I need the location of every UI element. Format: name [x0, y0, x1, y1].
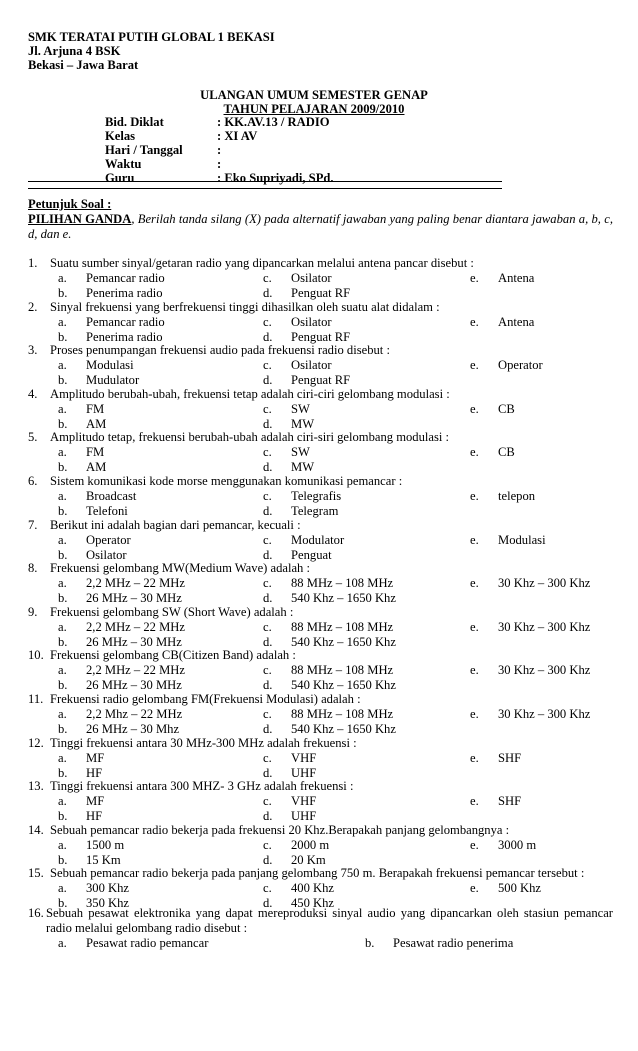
option-text: 540 Khz – 1650 Khz	[291, 722, 396, 736]
option-letter: c.	[263, 881, 272, 895]
option-text: Telegram	[291, 504, 339, 518]
option-letter: d.	[263, 809, 273, 823]
school-address-2: Bekasi – Jawa Barat	[28, 58, 139, 72]
option-letter: b.	[58, 330, 68, 344]
option-letter: c.	[263, 707, 272, 721]
option-text: 540 Khz – 1650 Khz	[291, 591, 396, 605]
option-text: MW	[291, 460, 315, 474]
option-b[interactable]	[58, 591, 182, 606]
option-c[interactable]	[263, 663, 393, 678]
question-number: 11.	[28, 692, 44, 706]
option-letter: c.	[263, 533, 272, 547]
instructions-heading: Petunjuk Soal :	[28, 197, 112, 211]
option-letter: b.	[58, 373, 68, 387]
option-letter: c.	[263, 315, 272, 329]
info-label: Waktu	[105, 157, 142, 171]
question-number: 1.	[28, 256, 38, 270]
option-letter: a.	[58, 489, 67, 503]
option-text: Modulasi	[498, 533, 546, 547]
question-number: 2.	[28, 300, 38, 314]
option-b[interactable]	[58, 678, 182, 693]
question-stem: Amplitudo berubah-ubah, frekuensi tetap adalah ciri-ciri gelombang modulasi :	[50, 387, 450, 401]
option-text: Pemancar radio	[86, 271, 165, 285]
option-letter: b.	[58, 853, 68, 867]
option-text: Mudulator	[86, 373, 140, 387]
option-text: 2,2 Mhz – 22 MHz	[86, 707, 183, 721]
question-text	[28, 779, 613, 794]
option-letter: a.	[58, 271, 67, 285]
question-number: 12.	[28, 736, 44, 750]
option-letter: e.	[470, 881, 479, 895]
question-number: 16.	[28, 906, 44, 920]
option-letter: a.	[58, 445, 67, 459]
option-letter: e.	[470, 663, 479, 677]
option-text: 30 Khz – 300 Khz	[498, 707, 591, 721]
option-letter: e.	[470, 533, 479, 547]
option-text: Modulator	[291, 533, 345, 547]
option-d[interactable]	[263, 460, 314, 475]
option-e[interactable]	[470, 358, 543, 373]
option-text: 26 MHz – 30 MHz	[86, 591, 182, 605]
info-value: : XI AV	[217, 129, 258, 143]
option-text: Pesawat radio pemancar	[86, 936, 209, 950]
question-stem: Sistem komunikasi kode morse menggunakan komunikasi pemancar :	[50, 474, 403, 488]
option-e[interactable]	[470, 271, 534, 286]
option-text: MW	[291, 417, 315, 431]
question-stem: Sebuah pemancar radio bekerja pada panjang gelombang 750 m. Berapakah frekuensi pemancar tersebut :	[50, 866, 585, 880]
option-letter: d.	[263, 504, 273, 518]
option-text: Pemancar radio	[86, 315, 165, 329]
double-rule-divider	[28, 181, 502, 189]
option-a[interactable]	[58, 751, 104, 766]
option-b[interactable]	[58, 504, 128, 519]
option-text: Osilator	[291, 358, 332, 372]
question-number: 5.	[28, 430, 38, 444]
question-stem: Proses penumpangan frekuensi audio pada frekuensi radio disebut :	[50, 343, 390, 357]
option-d[interactable]	[263, 504, 338, 519]
option-e[interactable]	[470, 838, 536, 853]
option-b[interactable]	[365, 936, 513, 951]
option-d[interactable]	[263, 809, 316, 824]
option-text: 350 Khz	[86, 896, 130, 910]
option-d[interactable]	[263, 286, 350, 301]
option-letter: b.	[365, 936, 375, 950]
option-a[interactable]	[58, 794, 104, 809]
option-text: Penguat	[291, 548, 332, 562]
option-letter: b.	[58, 722, 68, 736]
question-text	[28, 300, 613, 315]
option-a[interactable]	[58, 445, 104, 460]
option-text: MF	[86, 794, 105, 808]
question-stem: Sinyal frekuensi yang berfrekuensi tinggi dihasilkan oleh suatu alat didalam :	[50, 300, 440, 314]
question-stem: Frekuensi gelombang SW (Short Wave) adalah :	[50, 605, 294, 619]
question-text	[28, 256, 613, 271]
option-letter: d.	[263, 373, 273, 387]
question-text	[28, 430, 613, 445]
option-letter: a.	[58, 620, 67, 634]
option-letter: e.	[470, 315, 479, 329]
option-text: 30 Khz – 300 Khz	[498, 576, 591, 590]
info-label: Hari / Tanggal	[105, 143, 183, 157]
option-letter: d.	[263, 286, 273, 300]
option-letter: c.	[263, 794, 272, 808]
option-c[interactable]	[263, 794, 316, 809]
option-letter: e.	[470, 794, 479, 808]
option-text: 30 Khz – 300 Khz	[498, 620, 591, 634]
option-text: Pesawat radio penerima	[393, 936, 514, 950]
option-letter: b.	[58, 809, 68, 823]
option-c[interactable]	[263, 445, 310, 460]
option-text: 2,2 MHz – 22 MHz	[86, 620, 185, 634]
question-text	[28, 823, 613, 838]
option-e[interactable]	[470, 620, 590, 635]
option-e[interactable]	[470, 402, 515, 417]
option-text: 88 MHz – 108 MHz	[291, 663, 394, 677]
option-text: 2,2 MHz – 22 MHz	[86, 576, 185, 590]
question-text	[28, 387, 613, 402]
option-letter: a.	[58, 663, 67, 677]
question-number: 13.	[28, 779, 44, 793]
question-stem: Sebuah pemancar radio bekerja pada frekuensi 20 Khz.Berapakah panjang gelombangnya :	[50, 823, 510, 837]
option-text: UHF	[291, 809, 317, 823]
option-a[interactable]	[58, 315, 165, 330]
option-text: 300 Khz	[86, 881, 130, 895]
option-letter: e.	[470, 838, 479, 852]
option-letter: b.	[58, 766, 68, 780]
option-e[interactable]	[470, 663, 590, 678]
option-letter: c.	[263, 445, 272, 459]
info-value: : Eko Supriyadi, SPd.	[217, 171, 334, 185]
option-letter: e.	[470, 271, 479, 285]
option-letter: e.	[470, 489, 479, 503]
option-letter: e.	[470, 402, 479, 416]
info-value: :	[217, 157, 222, 171]
option-letter: a.	[58, 358, 67, 372]
option-letter: c.	[263, 751, 272, 765]
question-text	[28, 605, 613, 620]
option-text: Telefoni	[86, 504, 128, 518]
school-address-1: Jl. Arjuna 4 BSK	[28, 44, 121, 58]
option-letter: c.	[263, 576, 272, 590]
question-number: 10.	[28, 648, 44, 662]
question-stem: Frekuensi radio gelombang FM(Frekuensi Modulasi) adalah :	[50, 692, 361, 706]
option-c[interactable]	[263, 489, 341, 504]
option-letter: d.	[263, 417, 273, 431]
option-text: Penguat RF	[291, 286, 351, 300]
question-number: 15.	[28, 866, 44, 880]
option-text: Penguat RF	[291, 330, 351, 344]
option-text: 30 Khz – 300 Khz	[498, 663, 591, 677]
option-text: 2000 m	[291, 838, 330, 852]
option-letter: c.	[263, 402, 272, 416]
option-b[interactable]	[58, 722, 179, 737]
option-letter: b.	[58, 678, 68, 692]
option-letter: b.	[58, 591, 68, 605]
option-e[interactable]	[470, 489, 535, 504]
option-letter: a.	[58, 751, 67, 765]
option-a[interactable]	[58, 271, 165, 286]
option-text: HF	[86, 809, 103, 823]
option-letter: a.	[58, 936, 67, 950]
question-stem: Amplitudo tetap, frekuensi berubah-ubah adalah ciri-siri gelombang modulasi :	[50, 430, 450, 444]
option-text: Telegrafis	[291, 489, 342, 503]
option-text: Osilator	[86, 548, 127, 562]
instructions-text	[28, 212, 613, 241]
option-a[interactable]	[58, 358, 134, 373]
option-text: 15 Km	[86, 853, 121, 867]
option-letter: d.	[263, 460, 273, 474]
question-stem: Tinggi frekuensi antara 300 MHZ- 3 GHz adalah frekuensi :	[50, 779, 354, 793]
option-text: Modulasi	[86, 358, 134, 372]
option-letter: b.	[58, 504, 68, 518]
question-text	[28, 561, 613, 576]
option-text: AM	[86, 460, 107, 474]
option-a[interactable]	[58, 881, 129, 896]
option-text: Penguat RF	[291, 373, 351, 387]
option-text: Penerima radio	[86, 286, 163, 300]
question-stem: Sebuah pesawat elektronika yang dapat mereproduksi sinyal audio yang dipancarkan oleh stasiun pemancar radio melalui gelombang radio disebut :	[46, 906, 613, 935]
option-c[interactable]	[263, 402, 310, 417]
option-a[interactable]	[58, 533, 131, 548]
option-letter: d.	[263, 678, 273, 692]
question-stem: Tinggi frekuensi antara 30 MHz-300 MHz adalah frekuensi :	[50, 736, 357, 750]
option-letter: e.	[470, 576, 479, 590]
option-letter: e.	[470, 358, 479, 372]
option-c[interactable]	[263, 620, 393, 635]
option-e[interactable]	[470, 881, 541, 896]
option-e[interactable]	[470, 445, 515, 460]
option-d[interactable]	[263, 678, 396, 693]
option-e[interactable]	[470, 315, 534, 330]
option-text: 540 Khz – 1650 Khz	[291, 678, 396, 692]
option-letter: a.	[58, 402, 67, 416]
option-text: 2,2 MHz – 22 MHz	[86, 663, 185, 677]
option-text: Osilator	[291, 315, 332, 329]
question-text	[28, 736, 613, 751]
option-text: CB	[498, 402, 515, 416]
exam-year: TAHUN PELAJARAN 2009/2010	[223, 102, 405, 116]
option-text: MF	[86, 751, 105, 765]
option-letter: e.	[470, 707, 479, 721]
option-e[interactable]	[470, 751, 521, 766]
option-text: SHF	[498, 751, 522, 765]
question-number: 9.	[28, 605, 38, 619]
question-text	[28, 692, 613, 707]
option-b[interactable]	[58, 809, 102, 824]
option-letter: c.	[263, 358, 272, 372]
option-letter: d.	[263, 896, 273, 910]
question-stem: Suatu sumber sinyal/getaran radio yang dipancarkan melalui antena pancar disebut :	[50, 256, 474, 270]
option-a[interactable]	[58, 936, 208, 951]
question-text	[28, 343, 613, 358]
question-text	[28, 866, 613, 881]
option-letter: c.	[263, 663, 272, 677]
option-letter: a.	[58, 533, 67, 547]
option-a[interactable]	[58, 576, 185, 591]
option-e[interactable]	[470, 707, 590, 722]
option-text: SHF	[498, 794, 522, 808]
option-d[interactable]	[263, 373, 350, 388]
option-text: Operator	[498, 358, 543, 372]
option-text: AM	[86, 417, 107, 431]
option-text: 26 MHz – 30 MHz	[86, 678, 182, 692]
option-letter: a.	[58, 794, 67, 808]
question-text	[28, 648, 613, 663]
info-label: Kelas	[105, 129, 136, 143]
option-text: VHF	[291, 794, 317, 808]
option-text: UHF	[291, 766, 317, 780]
option-a[interactable]	[58, 838, 124, 853]
option-letter: b.	[58, 635, 68, 649]
option-d[interactable]	[263, 722, 396, 737]
option-letter: b.	[58, 286, 68, 300]
option-text: 26 MHz – 30 Mhz	[86, 722, 180, 736]
option-e[interactable]	[470, 794, 521, 809]
question-number: 7.	[28, 518, 38, 532]
info-label: Guru	[105, 171, 135, 185]
option-text: 540 Khz – 1650 Khz	[291, 635, 396, 649]
option-letter: d.	[263, 330, 273, 344]
option-text: 20 Km	[291, 853, 326, 867]
option-b[interactable]	[58, 460, 106, 475]
option-e[interactable]	[470, 533, 546, 548]
instructions-type: PILIHAN GANDA	[28, 212, 132, 226]
option-letter: a.	[58, 315, 67, 329]
option-letter: c.	[263, 271, 272, 285]
option-a[interactable]	[58, 489, 136, 504]
option-letter: a.	[58, 838, 67, 852]
option-c[interactable]	[263, 271, 332, 286]
option-text: 400 Khz	[291, 881, 335, 895]
option-letter: d.	[263, 635, 273, 649]
option-letter: b.	[58, 548, 68, 562]
option-text: Broadcast	[86, 489, 137, 503]
option-c[interactable]	[263, 315, 332, 330]
question-text	[28, 518, 613, 533]
option-letter: e.	[470, 751, 479, 765]
option-c[interactable]	[263, 533, 344, 548]
option-text: 3000 m	[498, 838, 537, 852]
option-letter: c.	[263, 489, 272, 503]
option-b[interactable]	[58, 286, 163, 301]
option-letter: c.	[263, 620, 272, 634]
option-letter: a.	[58, 576, 67, 590]
option-text: Osilator	[291, 271, 332, 285]
option-letter: d.	[263, 591, 273, 605]
info-value: :	[217, 143, 222, 157]
option-text: 88 MHz – 108 MHz	[291, 576, 394, 590]
option-letter: d.	[263, 548, 273, 562]
option-c[interactable]	[263, 358, 332, 373]
option-text: telepon	[498, 489, 536, 503]
option-letter: a.	[58, 707, 67, 721]
option-letter: e.	[470, 620, 479, 634]
question-text	[28, 474, 613, 489]
option-c[interactable]	[263, 751, 316, 766]
option-text: SW	[291, 402, 310, 416]
info-value: : KK.AV.13 / RADIO	[217, 115, 330, 129]
question-text	[28, 906, 613, 935]
option-c[interactable]	[263, 707, 393, 722]
question-number: 14.	[28, 823, 44, 837]
option-a[interactable]	[58, 402, 104, 417]
option-text: Antena	[498, 315, 535, 329]
question-stem: Frekuensi gelombang MW(Medium Wave) adalah :	[50, 561, 311, 575]
option-a[interactable]	[58, 707, 182, 722]
question-number: 4.	[28, 387, 38, 401]
option-text: FM	[86, 445, 105, 459]
option-text: 500 Khz	[498, 881, 542, 895]
option-c[interactable]	[263, 838, 329, 853]
option-text: CB	[498, 445, 515, 459]
option-letter: d.	[263, 766, 273, 780]
option-text: Penerima radio	[86, 330, 163, 344]
option-letter: d.	[263, 853, 273, 867]
option-text: Operator	[86, 533, 131, 547]
option-text: 26 MHz – 30 MHz	[86, 635, 182, 649]
option-c[interactable]	[263, 576, 393, 591]
option-letter: b.	[58, 896, 68, 910]
question-number: 8.	[28, 561, 38, 575]
question-stem: Frekuensi gelombang CB(Citizen Band) adalah :	[50, 648, 296, 662]
option-letter: d.	[263, 722, 273, 736]
question-number: 3.	[28, 343, 38, 357]
option-c[interactable]	[263, 881, 334, 896]
option-letter: b.	[58, 417, 68, 431]
option-letter: a.	[58, 881, 67, 895]
question-stem: Berikut ini adalah bagian dari pemancar, kecuali :	[50, 518, 301, 532]
option-letter: b.	[58, 460, 68, 474]
option-b[interactable]	[58, 373, 139, 388]
instructions-body: , Berilah tanda silang (X) pada alternatif jawaban yang paling benar diantara jawaban a, b, c, d, dan e.	[28, 212, 613, 241]
option-text: VHF	[291, 751, 317, 765]
exam-title: ULANGAN UMUM SEMESTER GENAP	[200, 88, 428, 102]
option-text: 450 Khz	[291, 896, 335, 910]
option-letter: c.	[263, 838, 272, 852]
option-text: FM	[86, 402, 105, 416]
option-text: Antena	[498, 271, 535, 285]
school-name: SMK TERATAI PUTIH GLOBAL 1 BEKASI	[28, 30, 275, 44]
option-letter: e.	[470, 445, 479, 459]
info-label: Bid. Diklat	[105, 115, 164, 129]
question-number: 6.	[28, 474, 38, 488]
option-text: HF	[86, 766, 103, 780]
option-a[interactable]	[58, 620, 185, 635]
option-text: SW	[291, 445, 310, 459]
option-e[interactable]	[470, 576, 590, 591]
option-a[interactable]	[58, 663, 185, 678]
option-text: 1500 m	[86, 838, 125, 852]
option-d[interactable]	[263, 591, 396, 606]
option-text: 88 MHz – 108 MHz	[291, 620, 394, 634]
option-text: 88 MHz – 108 MHz	[291, 707, 394, 721]
